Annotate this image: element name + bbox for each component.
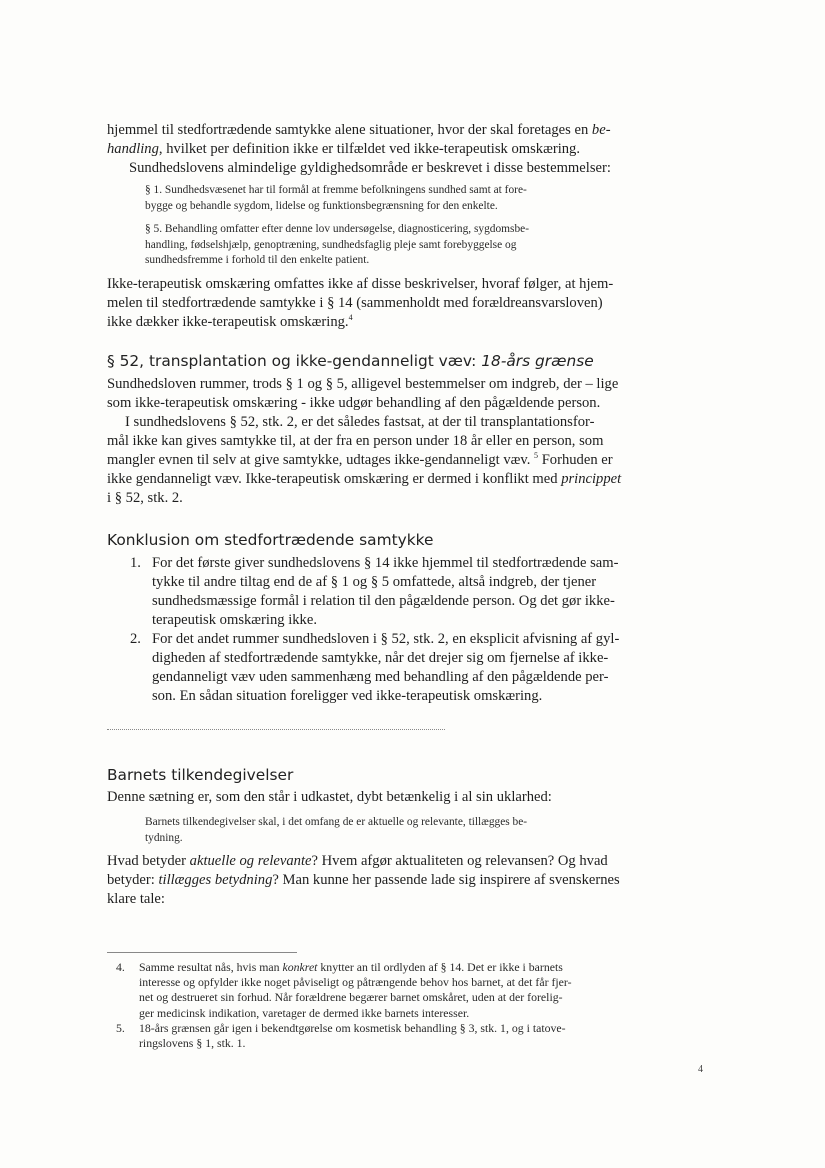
- footnote-4: 4. Samme resultat nås, hvis man konkret knytter an til ordlyden af § 14. Det er ikke i barnets interesse og opfylder ikke noget påviseligt og påtrængende behov hos barnet, at det får fjer- net og destrueret sin forhud. Når forældrene begærer barnet omskåret, uden at der forelig- ger medicinsk indikation, varetager de dermed ikke barnets interesser.: [116, 960, 572, 1020]
- section-52-body: Sundhedsloven rummer, trods § 1 og § 5, alligevel bestemmelser om indgreb, der – lige som ikke-terapeutisk omskæring - ikke udgør behandling af den pågældende person. I sundhedslovens § 52, stk. 2, er det således fastsat, at der til transplantationsfor- mål ikke kan gives samtykke til, at der fra en person under 18 år eller en person, som mangler evnen til selv at give samtykke, udtages ikke-gendanneligt væv. $^5$ Forhuden er ikke gendanneligt væv. Ikke-terapeutisk omskæring er dermed i konflikt med princippet i § 52, stk. 2.: [107, 375, 707, 508]
- footnote-5: 5. 18-års grænsen går igen i bekendtgørelse om kosmetisk behandling § 3, stk. 1, og i tatove- ringslovens § 1, stk. 1.: [116, 1020, 566, 1051]
- list-number: 2.: [130, 631, 141, 647]
- body-line: i § 52, stk. 2.: [107, 490, 183, 506]
- intro-text: , hvilket per definition ikke er tilfældet ved ikke-terapeutisk omskæring.: [158, 141, 580, 157]
- quote-line: Barnets tilkendegivelser skal, i det omfang de er aktuelle og relevante, tillægges be-: [145, 816, 528, 828]
- section-divider: [107, 729, 445, 730]
- footnote-ref[interactable]: 5: [534, 451, 539, 461]
- emphasis-text: handling: [107, 141, 159, 157]
- emphasis-text: be-: [591, 122, 611, 138]
- body-line: melen til stedfortrædende samtykke i § 14 (sammenholdt med forældreansvarsloven): [107, 295, 603, 311]
- block-quote-1: [145, 183, 675, 214]
- list-item: 1. For det første giver sundhedslovens § 14 ikke hjemmel til stedfortrædende sam- tykke til andre tiltag end de af § 1 og § 5 omfattede, altså indgreb, der tjener sundhedsmæssige formål i relation til den pågældende person. Og det gør ikke- terapeutisk omskæring ikke.: [130, 555, 619, 628]
- intro-paragraph: [107, 121, 707, 178]
- footnote-ref[interactable]: 4: [348, 313, 353, 323]
- body-line: Ikke-terapeutisk omskæring omfattes ikke af disse beskrivelser, hvoraf følger, at hjem-: [107, 276, 614, 292]
- quote-line: handling, fødselshjælp, genoptræning, sundhedsfaglig pleje samt forebyggelse og: [145, 238, 517, 251]
- intro-text: Sundhedslovens almindelige gyldighedsområde er beskrevet i disse bestemmelser:: [129, 160, 611, 176]
- emphasis-text: konkret: [282, 960, 318, 974]
- emphasis-text: aktuelle og relevante: [189, 853, 312, 869]
- body-line: Denne sætning er, som den står i udkastet, dybt betænkelig i al sin uklarhed:: [107, 789, 552, 805]
- footnote-number: 4.: [116, 960, 125, 974]
- block-quote-2: [145, 222, 675, 269]
- section-heading-barnets: Barnets tilkendegivelser: [107, 766, 294, 784]
- body-line: som ikke-terapeutisk omskæring - ikke udgør behandling af den pågældende person.: [107, 395, 601, 411]
- intro-conclusion-paragraph: [107, 275, 707, 332]
- quote-line: bygge og behandle sygdom, lidelse og funktionsbegrænsning for den enkelte.: [145, 199, 498, 212]
- quote-line: § 5. Behandling omfatter efter denne lov undersøgelse, diagnosticering, sygdomsbe-: [145, 223, 530, 235]
- section-heading-konklusion: Konklusion om stedfortrædende samtykke: [107, 531, 434, 549]
- body-line: ikke dækker ikke-terapeutisk omskæring.: [107, 314, 349, 330]
- footnotes: [116, 960, 706, 1051]
- heading-emphasis: 18-års grænse: [481, 352, 594, 370]
- conclusion-list: [130, 554, 710, 706]
- list-number: 1.: [130, 555, 141, 571]
- footnote-number: 5.: [116, 1020, 125, 1035]
- emphasis-text: princippet: [561, 471, 622, 487]
- quote-line: tydning.: [145, 831, 183, 844]
- section-heading-52: § 52, transplantation og ikke-gendanneligt væv: 18-års grænse: [107, 352, 594, 370]
- intro-text: hjemmel til stedfortrædende samtykke alene situationer, hvor der skal foretages en: [107, 122, 592, 138]
- body-line: I sundhedslovens § 52, stk. 2, er det således fastsat, at der til transplantationsfor-: [125, 414, 595, 430]
- page-number: 4: [698, 1064, 703, 1075]
- body-line: mål ikke kan gives samtykke til, at der fra en person under 18 år eller en person, som: [107, 433, 604, 449]
- list-item: 2. For det andet rummer sundhedsloven i § 52, stk. 2, en eksplicit afvisning af gyl- digheden af stedfortrædende samtykke, når det drejer sig om fjernelse af ikke- gendanneligt væv uden sammenhæng med behandling af den pågældende per- son. En sådan situation foreligger ved ikke-terapeutisk omskæring.: [130, 631, 620, 704]
- footnote-separator: [107, 952, 297, 953]
- quote-line: sundhedsfremme i forhold til den enkelte patient.: [145, 254, 370, 266]
- body-line: klare tale:: [107, 891, 165, 907]
- quote-line: § 1. Sundhedsvæsenet har til formål at fremme befolkningens sundhed samt at fore-: [145, 184, 527, 196]
- block-quote-3: [145, 815, 675, 846]
- barnets-body: Hvad betyder aktuelle og relevante? Hvem afgør aktualiteten og relevansen? Og hvad betyder: tillægges betydning? Man kunne her passende lade sig inspirere af svenskernes klare tale:: [107, 852, 707, 909]
- barnets-intro: [107, 788, 707, 807]
- body-line: Sundhedsloven rummer, trods § 1 og § 5, alligevel bestemmelser om indgreb, der – lige: [107, 376, 619, 392]
- emphasis-text: tillægges betydning: [158, 872, 273, 888]
